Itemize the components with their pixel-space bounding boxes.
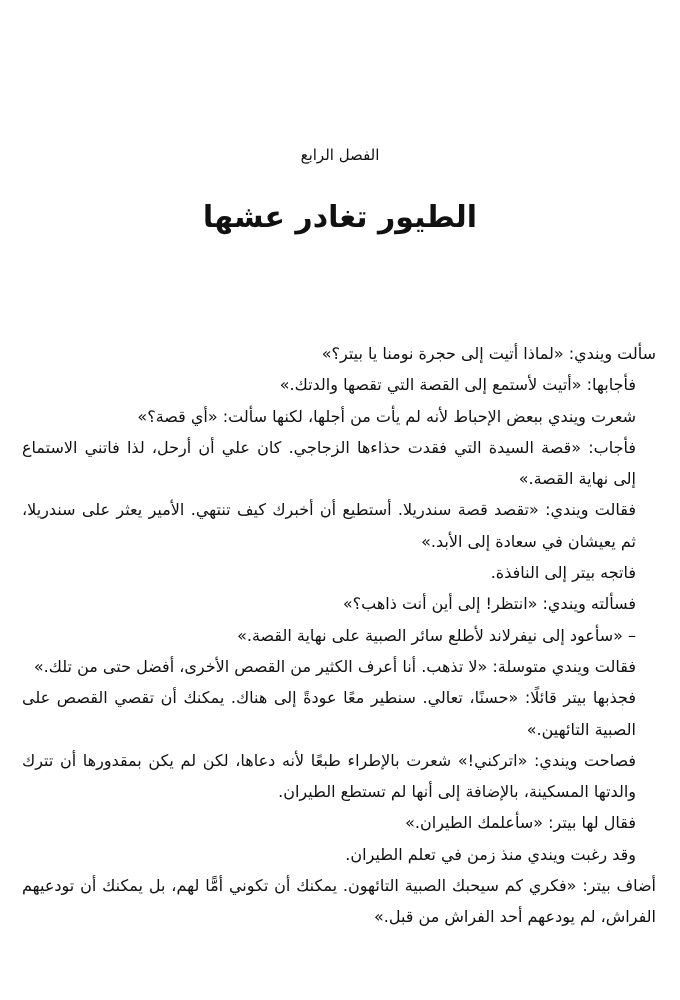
chapter-label: الفصل الرابع (300, 146, 380, 164)
paragraph: فقالت ويندي: «تقصد قصة سندريلا. أستطيع أن أخبرك كيف تنتهي. الأمير يعثر على سندريلا، ثم يعيشان في سعادة إلى الأبد.» (22, 500, 636, 551)
chapter-body (22, 338, 656, 933)
paragraph: فأجابها: «أتيت لأستمع إلى القصة التي تقصها والدتك.» (279, 375, 636, 395)
paragraph: أضاف بيتر: «فكري كم سيحبك الصبية التائهون. يمكنك أن تكوني أمًّا لهم، بل يمكنك أن تودعيهم الفراش، لم يودعهم أحد الفراش من قبل.» (22, 876, 656, 927)
paragraph: فسألته ويندي: «انتظر! إلى أين أنت ذاهب؟» (342, 594, 636, 614)
paragraph: فصاحت ويندي: «اتركني!» شعرت بالإطراء طبعًا لأنه دعاها، لكن لم يكن بمقدورها أن تترك والدتها المسكينة، بالإضافة إلى أنها لم تستطع الطيران. (22, 750, 636, 802)
paragraph: فقال لها بيتر: «سأعلمك الطيران.» (405, 813, 636, 833)
paragraph: شعرت ويندي ببعض الإحباط لأنه لم يأت من أجلها، لكنها سألت: «أي قصة؟» (137, 406, 636, 426)
paragraph: فقالت ويندي متوسلة: «لا تذهب. أنا أعرف الكثير من القصص الأخرى، أفضل حتى من تلك.» (33, 656, 636, 676)
paragraph: فاتجه بيتر إلى النافذة. (490, 563, 636, 583)
paragraph: – «سأعود إلى نيفرلاند لأطلع سائر الصبية على نهاية القصة.» (237, 625, 636, 645)
paragraph: فأجاب: «قصة السيدة التي فقدت حذاءها الزجاجي. كان علي أن أرحل، لذا فاتني الاستماع إلى نهاية القصة.» (22, 437, 636, 489)
paragraph: فجذبها بيتر قائلًا: «حسنًا، تعالي. سنطير معًا عودةً إلى هناك. يمكنك أن تقصي القصص على الصبية التائهين.» (22, 688, 636, 739)
paragraph: وقد رغبت ويندي منذ زمن في تعلم الطيران. (345, 844, 636, 864)
paragraph: سألت ويندي: «لماذا أتيت إلى حجرة نومنا يا بيتر؟» (321, 344, 656, 363)
chapter-title: الطيور تغادر عشها (202, 200, 478, 235)
